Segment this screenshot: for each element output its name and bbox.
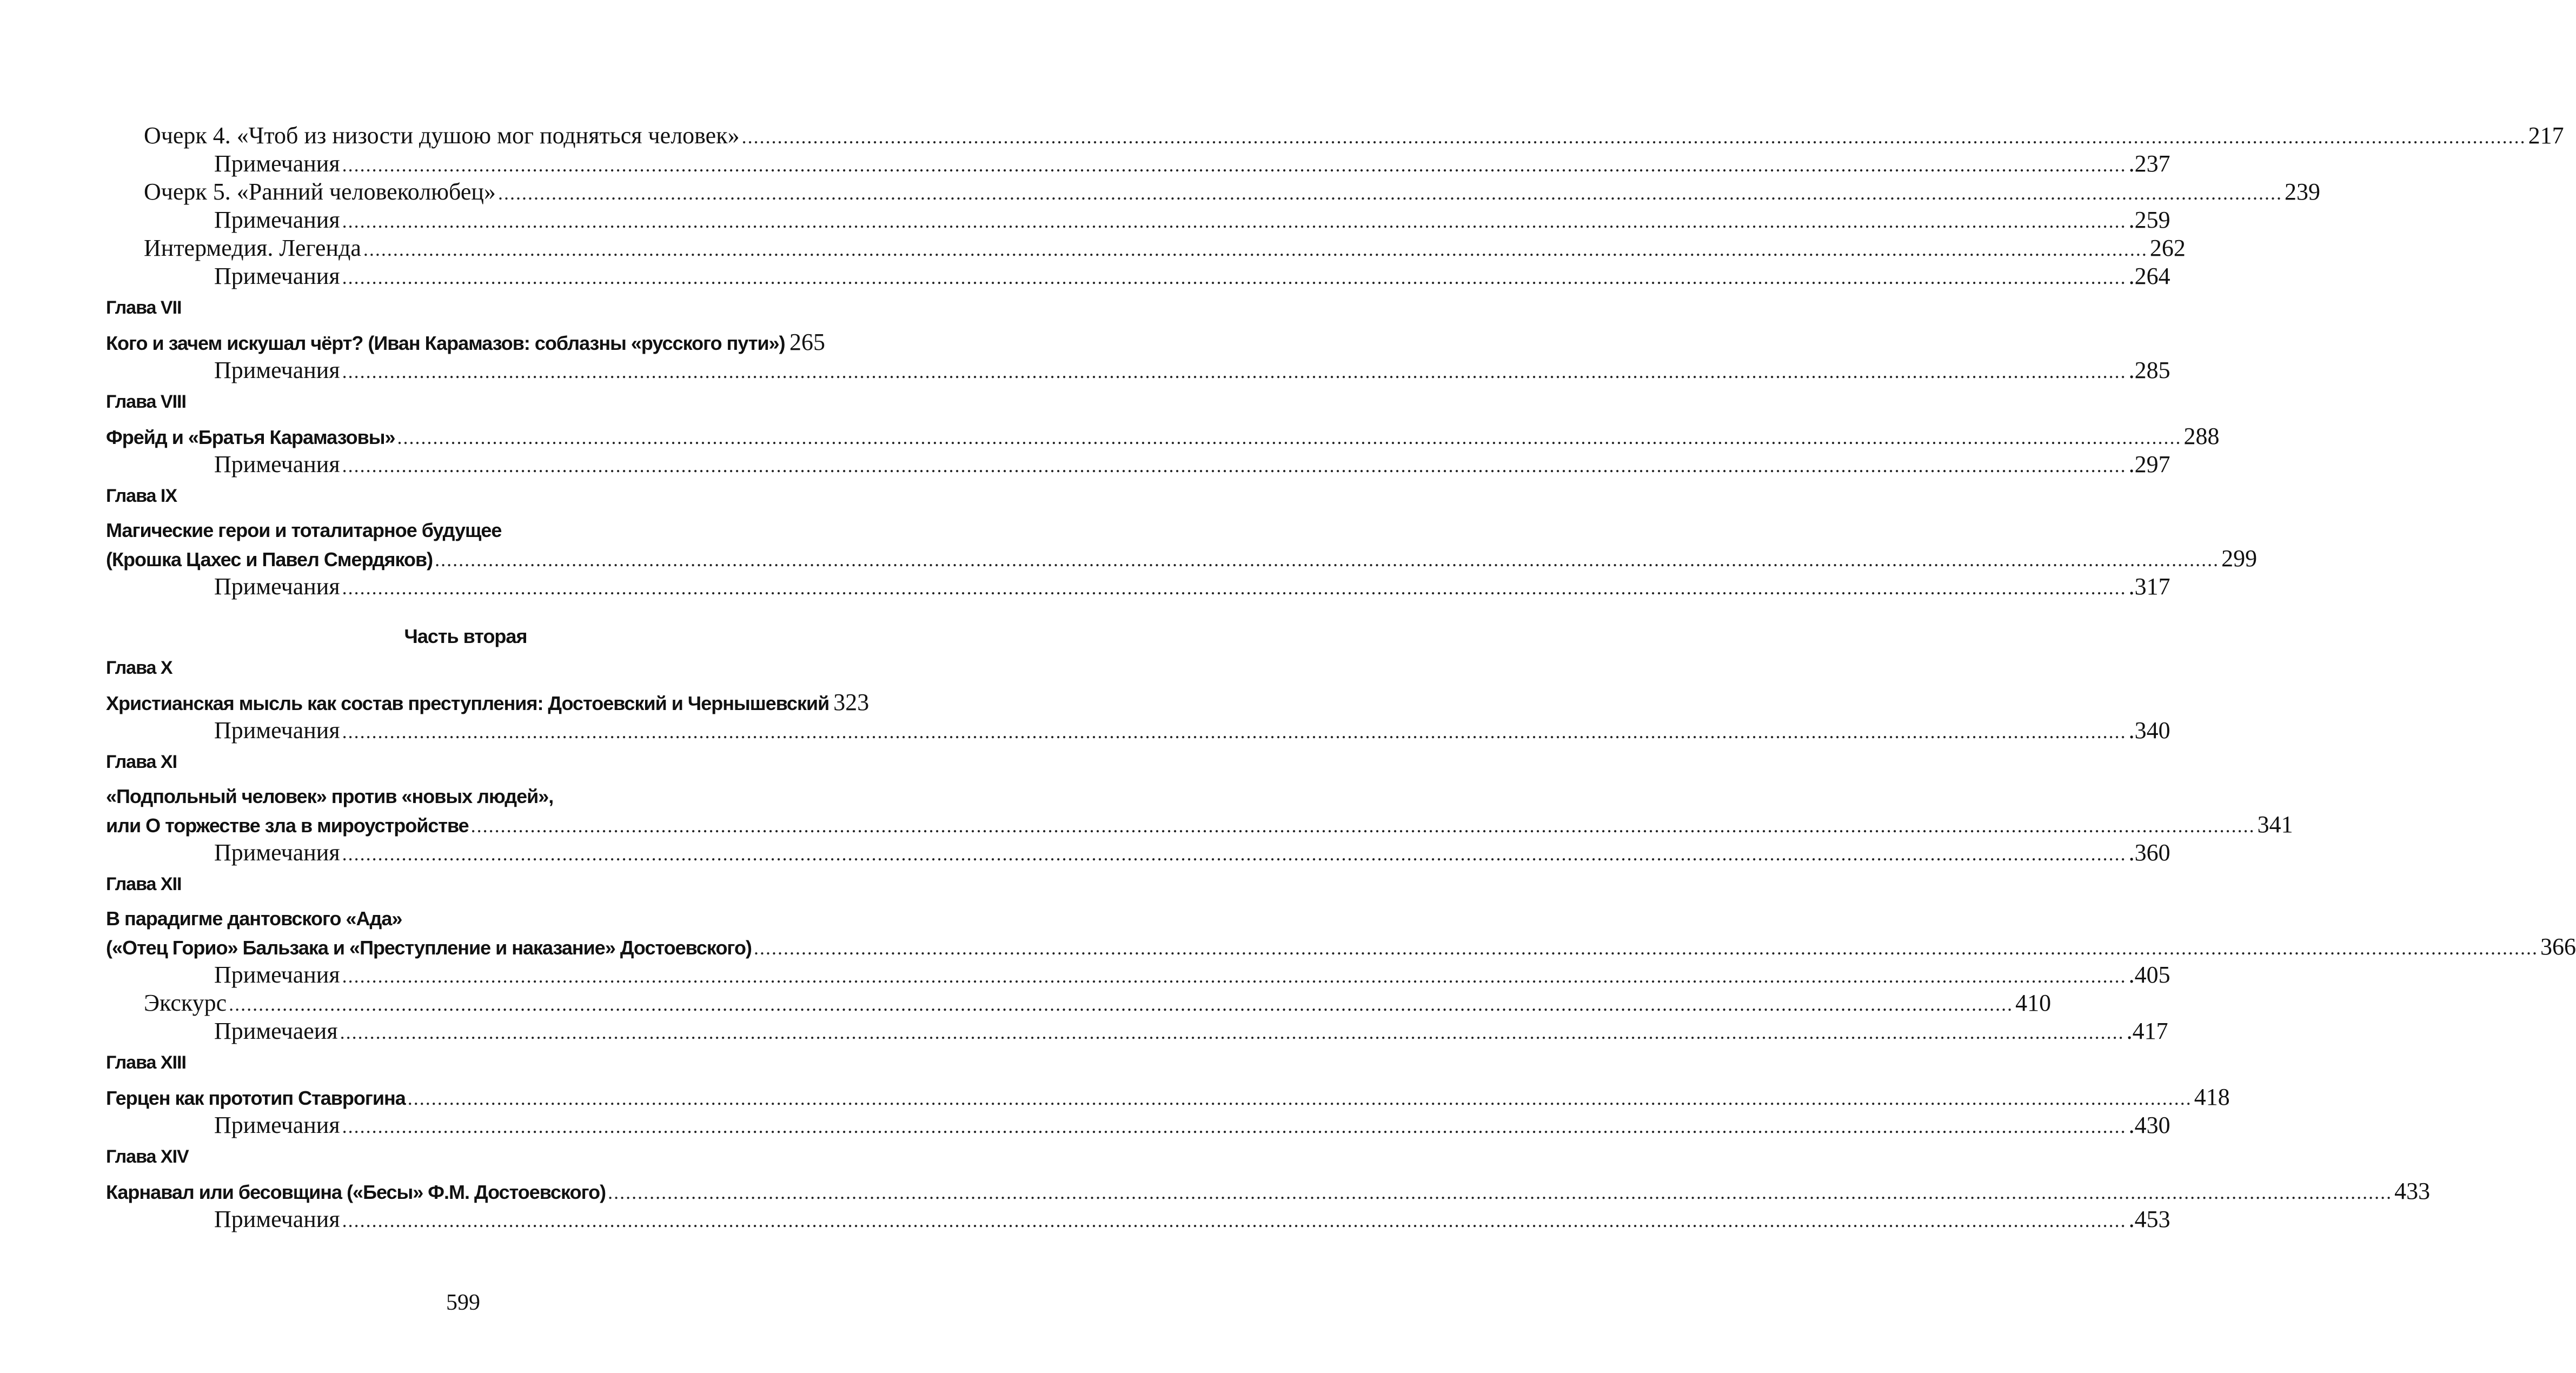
toc-leader-dots: ............................................................................................................................................................................................................................................................................................................ [342, 965, 2127, 987]
toc-entry-title: («Отец Горио» Бальзака и «Преступление и наказание» Достоевского) [106, 937, 752, 959]
chapter-label: Глава VIII [106, 392, 186, 412]
toc-entry-title: Кого и зачем искушал чёрт? (Иван Карамазов: соблазны «русского пути») [106, 332, 785, 354]
toc-entry-title: или О торжестве зла в мироустройстве [106, 814, 469, 837]
toc-leader-dots: ............................................................................................................................................................................................................................................................................................................ [342, 361, 2127, 382]
toc-entry-page: 323 [833, 689, 869, 715]
chapter-label: Глава X [106, 658, 172, 678]
toc-entry-title: Очерк 5. «Ранний человеколюбец» [144, 178, 496, 205]
toc-entry-title: Примечания [214, 717, 340, 744]
toc-entry-title: Примечания [214, 150, 340, 177]
toc-entry-page: 418 [2194, 1084, 2230, 1110]
toc-entry-title: (Крошка Цахес и Павел Смердяков) [106, 548, 433, 571]
toc-notes-entry [106, 839, 2170, 867]
toc-notes-entry [106, 717, 2170, 745]
toc-notes-entry [106, 1017, 2168, 1045]
chapter-label: Глава XI [106, 752, 177, 772]
toc-leader-dots: ............................................................................................................................................................................................................................................................................................................ [229, 993, 2014, 1015]
toc-leader-dots: ............................................................................................................................................................................................................................................................................................................ [363, 238, 2148, 260]
toc-entry-title: Примечания [214, 263, 340, 289]
toc-leader-dots: ............................................................................................................................................................................................................................................................................................................ [342, 154, 2127, 176]
toc-entry [106, 122, 2564, 150]
part-heading: Часть вторая [404, 625, 527, 647]
toc-entry-title-line: «Подпольный человек» против «новых людей», [106, 785, 554, 807]
toc-leader-dots: ............................................................................................................................................................................................................................................................................................................ [407, 1087, 2192, 1109]
toc-entry-page: .259 [2128, 207, 2170, 233]
toc-notes-entry [106, 573, 2170, 601]
toc-entry-title: Герцен как прототип Ставрогина [106, 1087, 406, 1109]
toc-notes-entry [106, 450, 2170, 479]
toc-notes-entry [106, 961, 2170, 989]
toc-entry-title: Фрейд и «Братья Карамазовы» [106, 426, 395, 448]
toc-leader-dots: ............................................................................................................................................................................................................................................................................................................ [342, 267, 2127, 288]
toc-entry-page: 366 [2540, 933, 2576, 960]
toc-entry-title: Примечания [214, 961, 340, 988]
toc-leader-dots: ............................................................................................................................................................................................................................................................................................................ [608, 1182, 2393, 1203]
toc-entry [106, 234, 2186, 262]
toc-notes-entry [106, 262, 2170, 290]
toc-leader-dots: ............................................................................................................................................................................................................................................................................................................ [342, 577, 2127, 599]
toc-entry-title: Примечания [214, 839, 340, 866]
toc-leader-dots: ............................................................................................................................................................................................................................................................................................................ [397, 427, 2182, 448]
toc-entry-page: .285 [2128, 357, 2170, 383]
toc-entry-page: 341 [2257, 811, 2293, 838]
toc-chapter-entry [106, 1177, 2431, 1205]
toc-notes-entry [106, 150, 2170, 178]
toc-entry-title-line: Магические герои и тоталитарное будущее [106, 519, 502, 541]
toc-entry-page: 288 [2183, 423, 2220, 449]
toc-entry-page: .405 [2128, 961, 2170, 988]
toc-entry-title: Примечания [214, 573, 340, 600]
toc-entry-page: .297 [2128, 451, 2170, 477]
toc-leader-dots: ............................................................................................................................................................................................................................................................................................................ [470, 815, 2255, 837]
toc-leader-dots: ............................................................................................................................................................................................................................................................................................................ [342, 455, 2127, 476]
toc-entry-page: .417 [2126, 1018, 2168, 1044]
toc-entry-page: .317 [2128, 573, 2170, 600]
toc-entry-page: .453 [2128, 1206, 2170, 1232]
toc-entry-title: Примечания [214, 1206, 340, 1232]
toc-leader-dots: ............................................................................................................................................................................................................................................................................................................ [435, 549, 2220, 571]
toc-entry-page: .360 [2128, 839, 2170, 866]
toc-leader-dots: ............................................................................................................................................................................................................................................................................................................ [342, 721, 2127, 742]
toc-chapter-entry [106, 688, 869, 717]
toc-entry-page: 299 [2221, 545, 2258, 572]
toc-notes-entry [106, 1205, 2170, 1233]
toc-entry-title: Интермедия. Легенда [144, 235, 361, 261]
toc-chapter-entry [106, 1083, 2230, 1111]
toc-leader-dots: ............................................................................................................................................................................................................................................................................................................ [342, 1210, 2127, 1231]
toc-entry-title: Примечания [214, 207, 340, 233]
table-of-contents [106, 122, 2576, 1233]
toc-entry-title: Примечаеия [214, 1018, 338, 1044]
toc-leader-dots: ............................................................................................................................................................................................................................................................................................................ [342, 1116, 2127, 1137]
toc-notes-entry [106, 206, 2170, 234]
toc-entry-page: 265 [789, 329, 825, 355]
toc-entry-title: Карнавал или бесовщина («Бесы» Ф.М. Достоевского) [106, 1181, 606, 1203]
toc-entry-title: Примечания [214, 357, 340, 383]
toc-entry-page: 262 [2149, 235, 2186, 261]
toc-entry-title: Примечания [214, 451, 340, 477]
toc-entry [106, 989, 2051, 1017]
toc-entry-page: .340 [2128, 717, 2170, 744]
chapter-label: Глава XIII [106, 1052, 186, 1073]
chapter-label: Глава XIV [106, 1146, 189, 1167]
toc-chapter-entry [106, 422, 2220, 450]
toc-entry-page: .237 [2128, 150, 2170, 177]
toc-leader-dots: ............................................................................................................................................................................................................................................................................................................ [340, 1022, 2124, 1043]
toc-chapter-entry [106, 811, 2293, 839]
toc-entry-page: 239 [2284, 178, 2320, 205]
toc-entry-title: Христианская мысль как состав преступления: Достоевский и Чернышевский [106, 692, 829, 714]
toc-leader-dots: ............................................................................................................................................................................................................................................................................................................ [342, 210, 2127, 232]
toc-entry-page: .430 [2128, 1112, 2170, 1138]
chapter-label: Глава XII [106, 874, 182, 894]
toc-entry-title: Экскурс [144, 990, 227, 1016]
chapter-label: Глава IX [106, 486, 177, 506]
toc-leader-dots: ............................................................................................................................................................................................................................................................................................................ [741, 126, 2526, 148]
toc-entry [106, 178, 2320, 206]
toc-entry-title: Примечания [214, 1112, 340, 1138]
toc-leader-dots: ............................................................................................................................................................................................................................................................................................................ [342, 843, 2127, 865]
toc-entry-page: 433 [2394, 1178, 2431, 1204]
toc-chapter-entry [106, 933, 2576, 961]
page-number: 599 [446, 1290, 480, 1315]
toc-chapter-entry [106, 328, 825, 356]
toc-leader-dots: ............................................................................................................................................................................................................................................................................................................ [497, 182, 2282, 204]
toc-entry-page: 410 [2015, 990, 2051, 1016]
toc-entry-page: .264 [2128, 263, 2170, 289]
toc-leader-dots: ............................................................................................................................................................................................................................................................................................................ [753, 937, 2538, 959]
toc-entry-title: Очерк 4. «Чтоб из низости душою мог подняться человек» [144, 122, 740, 149]
toc-chapter-entry [106, 545, 2258, 573]
toc-notes-entry [106, 1111, 2170, 1139]
toc-entry-title-line: В парадигме дантовского «Ада» [106, 907, 402, 930]
toc-entry-page: 217 [2528, 122, 2564, 149]
toc-notes-entry [106, 356, 2170, 384]
chapter-label: Глава VII [106, 297, 182, 318]
